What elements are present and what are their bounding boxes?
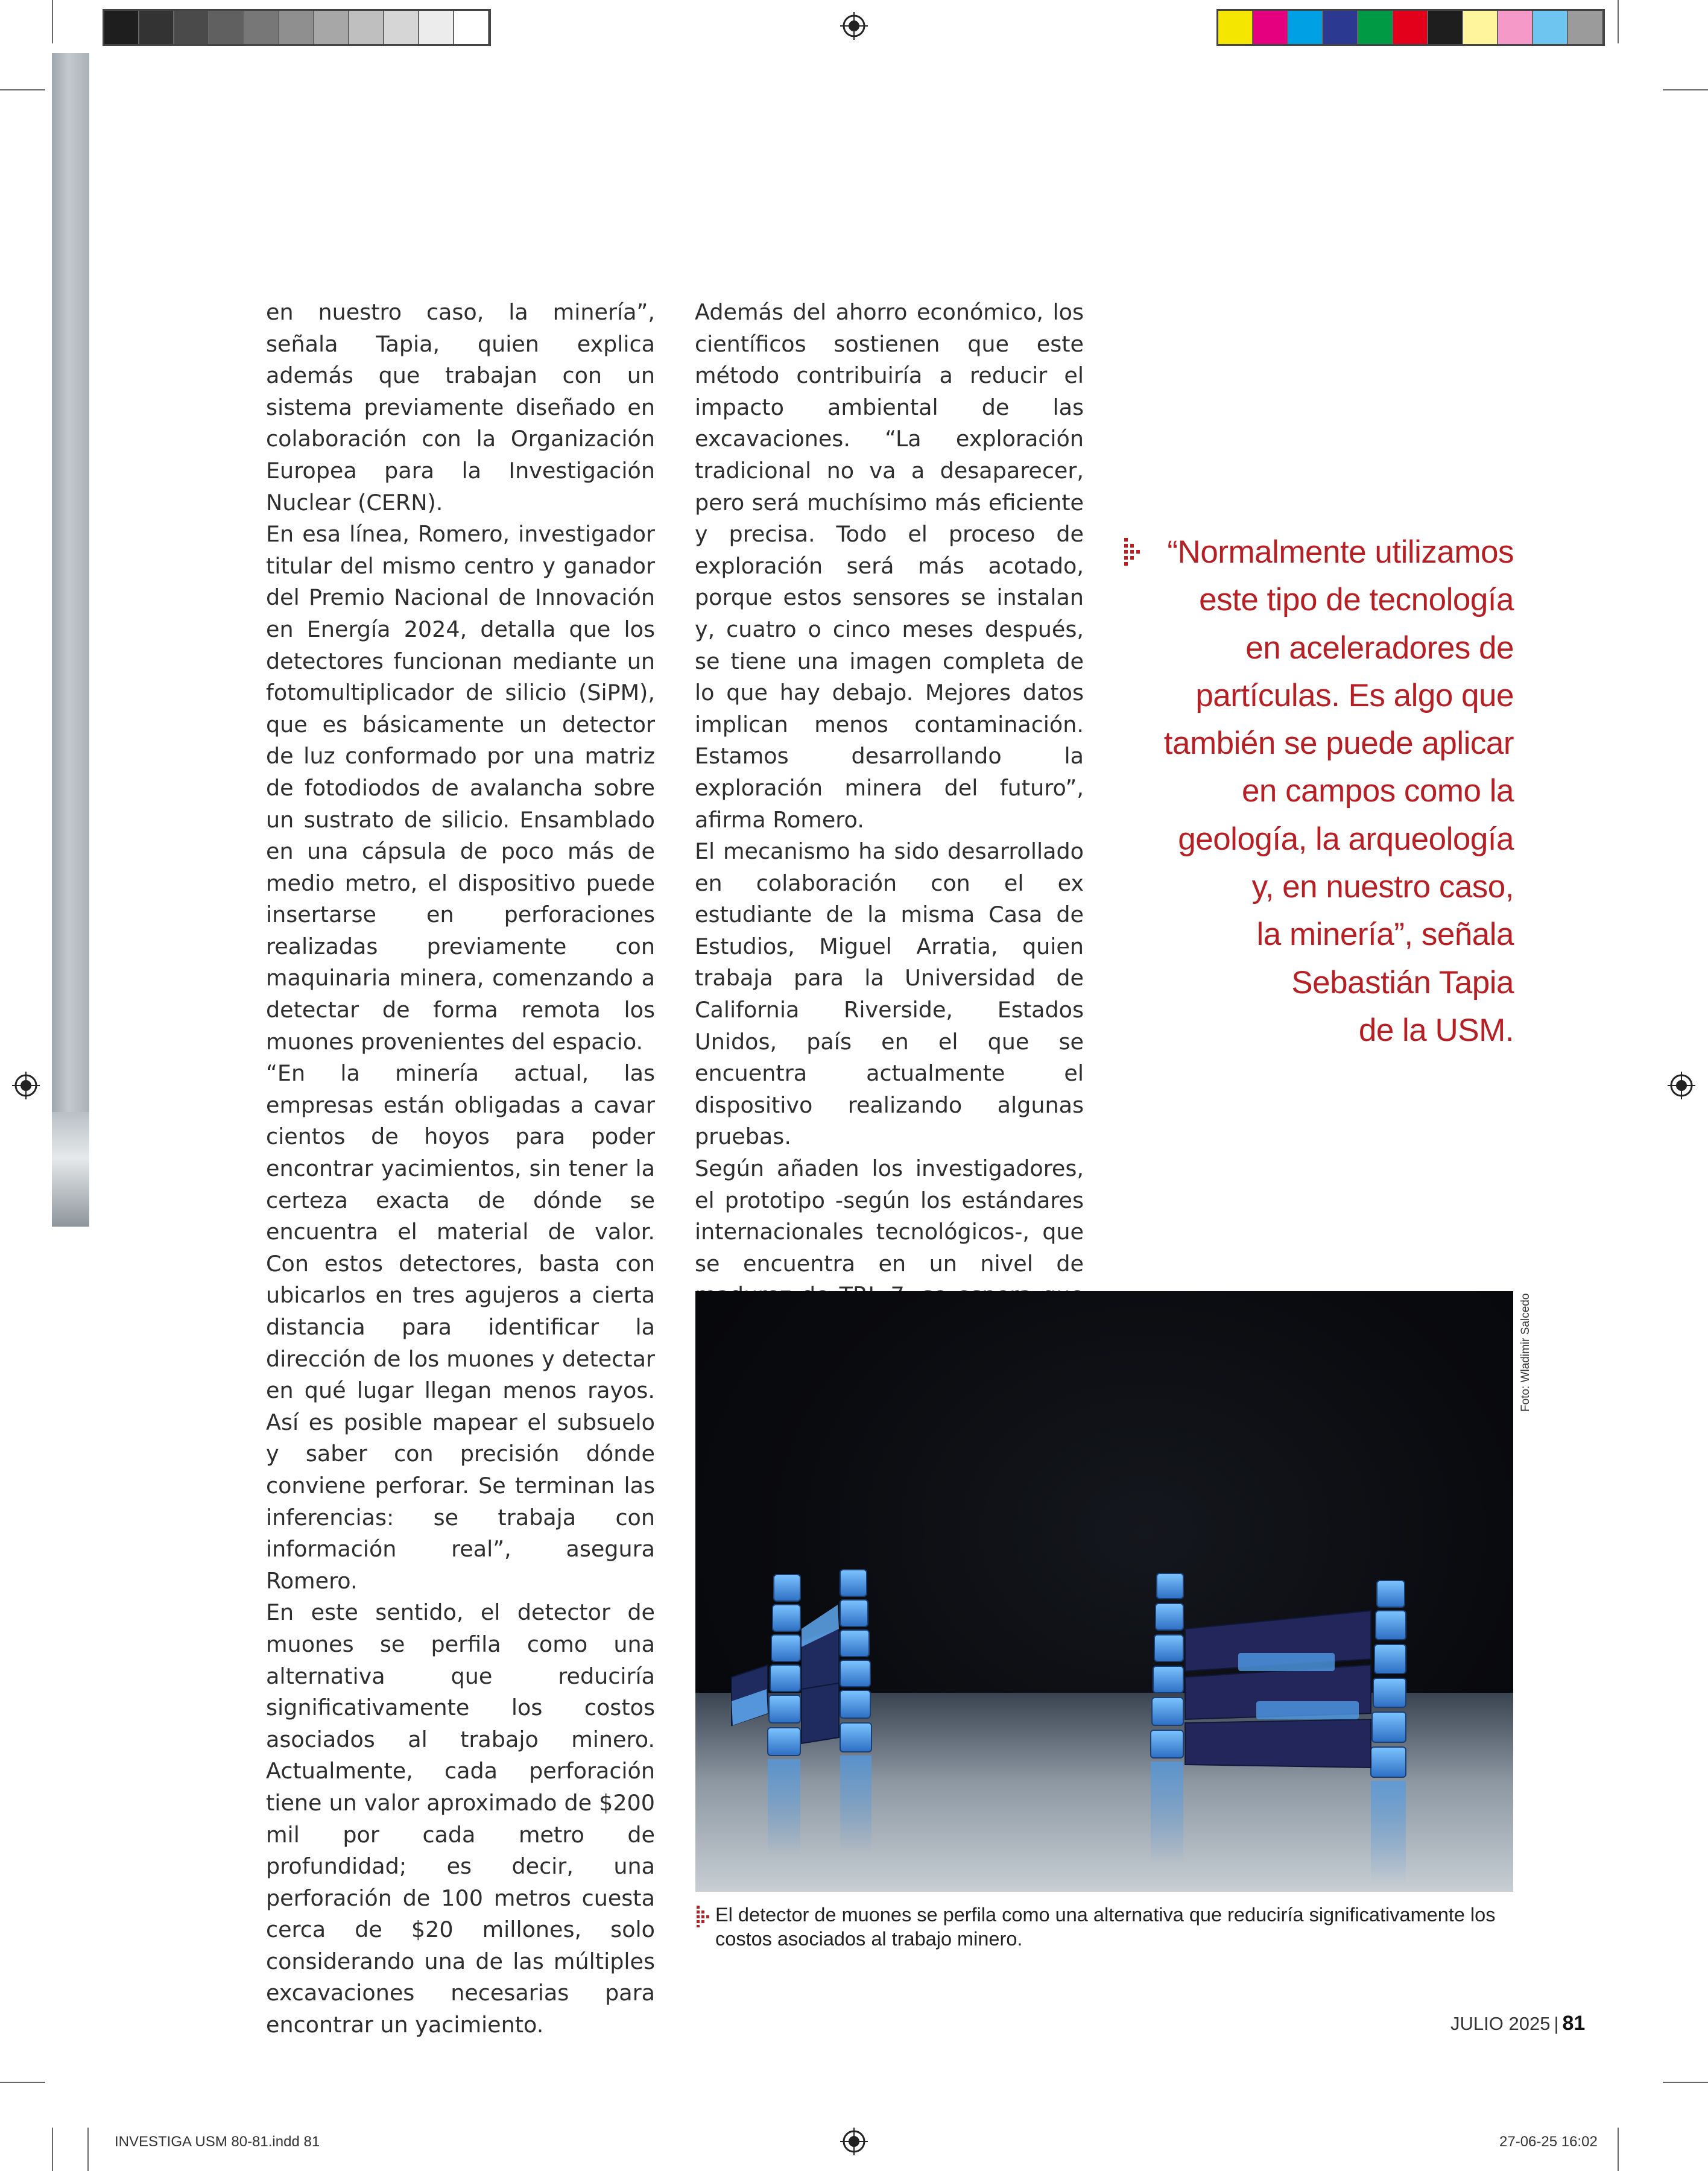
calibration-swatch (1533, 11, 1568, 44)
page-number: 81 (1562, 2012, 1586, 2035)
calibration-swatch (1253, 11, 1288, 44)
crop-mark (52, 2128, 53, 2171)
crop-mark (0, 89, 45, 90)
calibration-swatch (279, 11, 314, 44)
article-paragraph: Según añaden los investigadores, el prototipo -según los estándares internacionales tecnológicos-, que se encuentra en un nivel de (695, 1155, 1084, 1277)
calibration-swatch (1498, 11, 1533, 44)
crop-mark (1663, 2082, 1708, 2083)
pull-quote-line: en aceleradores de (1245, 630, 1514, 666)
pull-quote-line: geología, la arqueología (1178, 821, 1514, 857)
pull-quote-line: de la USM. (1358, 1012, 1514, 1048)
color-calibration-bar (1216, 9, 1605, 46)
pull-quote-line: partículas. Es algo que (1195, 677, 1514, 713)
calibration-swatch (209, 11, 244, 44)
calibration-swatch (1358, 11, 1393, 44)
facing-page-image-bleed (52, 53, 89, 1227)
page-folio (1450, 2012, 1585, 2035)
pull-quote-line: la minería”, señala (1256, 917, 1514, 953)
slug-timestamp: 27-06-25 16:02 (1499, 2134, 1598, 2150)
crop-mark (1663, 89, 1708, 90)
caption-bullet-icon (697, 1906, 712, 1927)
crop-mark (1618, 2128, 1619, 2171)
pull-quote-line: este tipo de tecnología (1199, 582, 1514, 618)
glowing-detector-blocks-illustration (695, 1291, 1513, 1892)
article-paragraph: El mecanismo ha sido desarrollado en colaboración con el ex estudiante de la misma Casa de Estudios, Miguel Arratia, quien trabaja para la Universidad de California Riverside, Estados Unidos, país en el que se encuentra actualmente el dispositivo realizando algunas pruebas. (695, 838, 1084, 1150)
calibration-swatch (1323, 11, 1358, 44)
calibration-swatch (1463, 11, 1498, 44)
registration-mark-icon (1668, 1072, 1695, 1099)
article-paragraph: En esa línea, Romero, investigador titular del mismo centro y ganador del Premio Nacional de Innovación en Energía 2024, detalla que los detectores funcionan mediante un fotomultiplicador de silicio (SiPM), que es básicamente un detector de luz conformado por una matriz de fotodiodos de avalancha sobre un sustrato de silicio. Ensamblado en una cápsula de poco más de medio metro, el dispositivo puede insertarse en perforaciones realizadas previamente con maquinaria minera, comenzando a detectar de forma remota los muones provenientes del espacio. (266, 521, 655, 1055)
photo-credit-text: Foto: Wladimir Salcedo (1519, 1293, 1532, 1412)
crop-mark (87, 2128, 89, 2171)
photo-credit (1519, 1291, 1537, 1412)
issue-date: JULIO 2025 (1450, 2013, 1551, 2034)
calibration-swatch (104, 11, 139, 44)
folio-separator: | (1554, 2013, 1559, 2034)
calibration-swatch (349, 11, 384, 44)
photo-caption: El detector de muones se perfila como una alternativa que reduciría significativamente los costos asociados al trabajo minero. (715, 1904, 1496, 1950)
article-paragraph: “En la minería actual, las empresas están obligadas a cavar cientos de hoyos para poder encontrar yacimientos, sin tener la certeza exacta de dónde se encuentra el material de valor. Con estos detectores, basta con ubicarlos en tres agujeros a cierta distancia para identificar la dirección de los muones y detectar en qué lugar llegan menos rayos. Así es posible mapear el subsuelo y saber con precisión dónde conviene perforar. Se terminan las inferencias: se trabaja con información real”, asegura Romero. (266, 1060, 655, 1594)
crop-mark (52, 0, 53, 43)
calibration-swatch (1393, 11, 1428, 44)
calibration-swatch (1218, 11, 1253, 44)
pull-quote-line: en campos como la (1241, 773, 1514, 809)
calibration-swatch (314, 11, 349, 44)
pull-quote-line: “Normalmente utilizamos (1167, 534, 1514, 570)
crop-mark (1618, 0, 1619, 43)
grayscale-calibration-bar (103, 9, 491, 46)
registration-mark-icon (840, 12, 868, 40)
article-column-2 (695, 297, 1084, 1375)
pull-quote-line: Sebastián Tapia (1291, 964, 1514, 1000)
article-paragraph: en nuestro caso, la minería”, señala Tapia, quien explica además que trabajan con un sistema previamente diseñado en colaboración con la Organización Europea para la Investigación Nuclear (CERN). (266, 299, 655, 516)
crop-mark (0, 2082, 45, 2083)
article-paragraph: Además del ahorro económico, los científicos sostienen que este método contribuiría a reducir el impacto ambiental de las excavaciones. “La exploración tradicional no va a desaparecer, pero será muchísimo más eficiente y precisa. Todo el proceso de exploración será más acotado, porque estos sensores se instalan y, cuatro o cinco meses después, se tiene una imagen completa de lo que hay debajo. Mejores datos implican menos contaminación. Estamos desarrollando la exploración minera del futuro”, afirma Romero. (695, 299, 1084, 833)
article-paragraph: En este sentido, el detector de muones se perfila como una alternativa que reduciría significativamente los costos asociados al trabajo minero. Actualmente, cada perforación tiene un valor aproximado de $200 mil por cada metro de profundidad; es decir, una perforación de 100 metros cuesta cerca de $20 millones, solo considerando una de las múltiples excavaciones necesarias para encontrar un yacimiento. (266, 1599, 655, 2038)
calibration-swatch (1288, 11, 1323, 44)
calibration-swatch (1568, 11, 1603, 44)
calibration-swatch (454, 11, 489, 44)
registration-mark-icon (840, 2128, 868, 2155)
calibration-swatch (174, 11, 209, 44)
registration-mark-icon (12, 1072, 40, 1099)
pull-quote-line: también se puede aplicar (1163, 725, 1514, 762)
calibration-swatch (139, 11, 174, 44)
calibration-swatch (384, 11, 419, 44)
calibration-swatch (244, 11, 279, 44)
slug-filename: INVESTIGA USM 80-81.indd 81 (115, 2134, 320, 2150)
calibration-swatch (419, 11, 454, 44)
muon-detector-photo (695, 1291, 1513, 1892)
calibration-swatch (1428, 11, 1463, 44)
pull-quote-line: y, en nuestro caso, (1251, 869, 1514, 905)
article-column-1 (266, 297, 655, 2041)
pull-quote (1122, 528, 1514, 1054)
